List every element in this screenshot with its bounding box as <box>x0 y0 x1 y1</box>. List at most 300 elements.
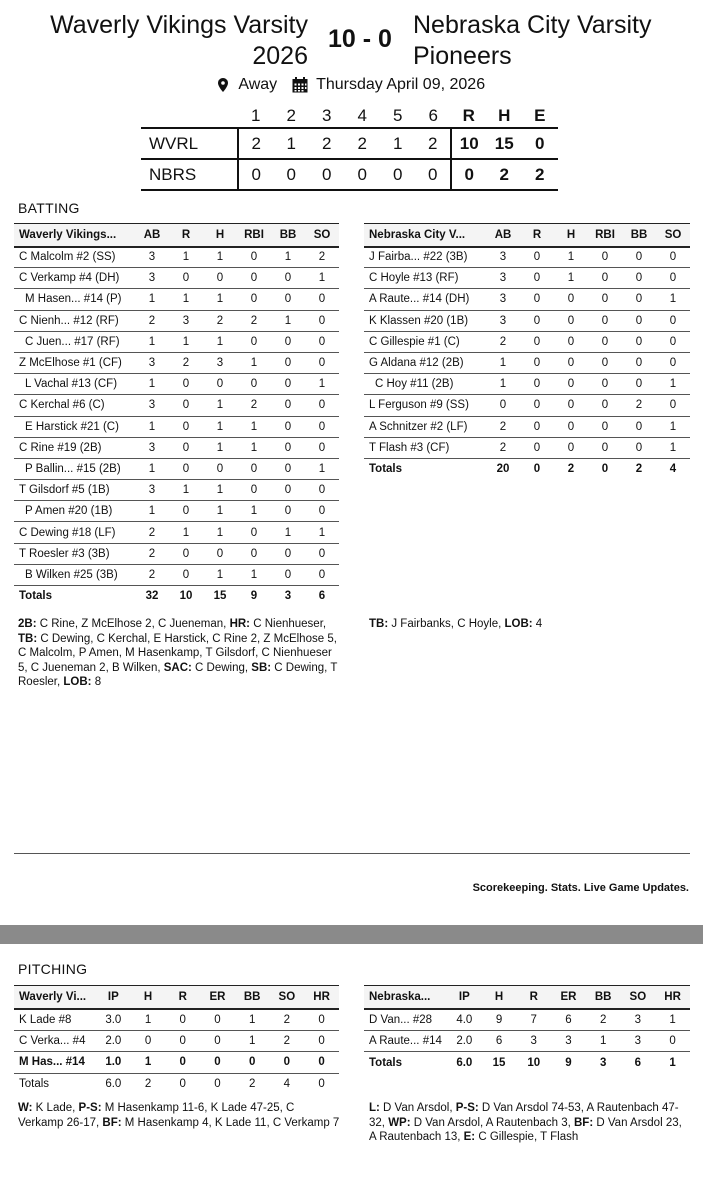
totals-label: Totals <box>369 463 403 476</box>
stat-cell: 1 <box>169 331 203 352</box>
stat-cell: 0 <box>588 395 622 416</box>
player-row <box>364 1030 690 1052</box>
stat-cell: 1 <box>656 416 690 437</box>
stat-cell: 0 <box>237 289 271 310</box>
stat-cell: 0 <box>169 564 203 585</box>
stat-cell: 2.0 <box>96 1030 131 1052</box>
column-header-ip: IP <box>447 986 482 1009</box>
pitching-section-title: PITCHING <box>18 961 88 977</box>
stat-cell: 2 <box>135 564 169 585</box>
stat-cell: 1 <box>203 522 237 543</box>
stat-cell: 2 <box>270 1030 305 1052</box>
inning-score: 0 <box>274 159 310 190</box>
player-row <box>14 543 339 564</box>
stat-cell: 1 <box>203 395 237 416</box>
hits-total: 2 <box>487 159 523 190</box>
stat-cell: 2 <box>169 352 203 373</box>
stat-cell: 1 <box>486 374 520 395</box>
note-text: 8 <box>91 676 102 688</box>
column-header-h: H <box>554 224 588 247</box>
home-pitching-table <box>14 985 339 1095</box>
game-meta <box>0 76 703 94</box>
stat-cell: 0 <box>169 501 203 522</box>
linescore-header-6: 6 <box>428 105 438 125</box>
totals-cell: 0 <box>214 1078 221 1090</box>
inning-score: 0 <box>380 159 416 190</box>
stat-cell: 0 <box>588 331 622 352</box>
totals-cell: 4 <box>669 463 677 476</box>
stat-cell: 0 <box>520 374 554 395</box>
stat-cell: 1 <box>203 247 237 268</box>
stat-cell: 2 <box>135 310 169 331</box>
totals-row <box>364 1052 690 1074</box>
totals-row <box>14 1073 339 1095</box>
player-name: M Hasen... #14 (P) <box>14 289 135 310</box>
stat-cell: 0 <box>520 395 554 416</box>
stat-cell: 0 <box>305 289 339 310</box>
stat-cell: 2.0 <box>447 1030 482 1052</box>
stat-cell: 0 <box>271 543 305 564</box>
stat-cell: 0 <box>588 247 622 268</box>
stat-cell: 0 <box>486 395 520 416</box>
note-label: L: <box>369 1102 380 1114</box>
stat-cell: 0 <box>165 1052 200 1074</box>
column-header-r: R <box>169 224 203 247</box>
stat-cell: 0 <box>520 416 554 437</box>
note-label: P-S: <box>78 1102 102 1114</box>
player-row <box>364 437 690 458</box>
stat-cell: 0 <box>304 1030 339 1052</box>
player-name: K Lade #8 <box>14 1009 96 1031</box>
player-name: T Roesler #3 (3B) <box>14 543 135 564</box>
stat-cell: 0 <box>169 268 203 289</box>
linescore-header-h: H <box>498 105 511 125</box>
note-text: M Hasenkamp 11-6, K Lade 47-25, C Verkamp 26-17, <box>18 1102 295 1129</box>
stat-cell: 0 <box>271 458 305 479</box>
stat-cell: 0 <box>520 352 554 373</box>
column-header-r: R <box>165 986 200 1009</box>
footer-tagline: Scorekeeping. Stats. Live Game Updates. <box>472 882 689 894</box>
stat-cell: 1 <box>586 1030 621 1052</box>
stat-cell: 0 <box>554 289 588 310</box>
column-header-ab: AB <box>135 224 169 247</box>
note-text: C Gillespie, T Flash <box>475 1131 579 1143</box>
linescore-team: NBRS <box>141 159 238 190</box>
stat-cell: 0 <box>237 458 271 479</box>
player-name: P Amen #20 (1B) <box>14 501 135 522</box>
stat-cell: 3 <box>135 247 169 268</box>
stat-cell: 3 <box>486 247 520 268</box>
stat-cell: 1 <box>237 352 271 373</box>
stat-cell: 1 <box>169 289 203 310</box>
inning-score: 0 <box>309 159 345 190</box>
note-label: E: <box>463 1131 476 1143</box>
totals-cell: 3 <box>284 590 292 603</box>
stat-cell: 0 <box>270 1052 305 1074</box>
column-header-er: ER <box>200 986 235 1009</box>
away-team-name: Nebraska City Varsity Pioneers <box>413 11 652 70</box>
stat-cell: 1 <box>305 374 339 395</box>
stat-cell: 0 <box>588 416 622 437</box>
stat-cell: 0 <box>203 458 237 479</box>
stat-cell: 3.0 <box>96 1009 131 1031</box>
player-row <box>364 247 690 268</box>
inning-score: 0 <box>416 159 452 190</box>
stat-cell: 0 <box>622 374 656 395</box>
stat-cell: 0 <box>169 374 203 395</box>
stat-cell: 0 <box>131 1030 166 1052</box>
player-row <box>14 480 339 501</box>
column-header-hr: HR <box>655 986 690 1009</box>
player-name: P Ballin... #15 (2B) <box>14 458 135 479</box>
stat-cell: 0 <box>305 352 339 373</box>
totals-cell: 0 <box>318 1078 325 1090</box>
stat-cell: 0 <box>237 331 271 352</box>
stat-cell: 1 <box>237 564 271 585</box>
column-header-rbi: RBI <box>237 224 271 247</box>
player-name: A Raute... #14 <box>364 1030 447 1052</box>
stat-cell: 0 <box>554 352 588 373</box>
away-batting-notes <box>369 617 689 632</box>
stat-cell: 0 <box>305 480 339 501</box>
stat-cell: 1 <box>237 437 271 458</box>
game-header <box>0 0 703 110</box>
note-text: C Dewing, <box>191 661 252 674</box>
note-label: LOB: <box>63 676 92 688</box>
totals-cell: 2 <box>144 1078 152 1090</box>
stat-cell: 0 <box>271 416 305 437</box>
stat-cell: 3 <box>135 480 169 501</box>
stat-cell: 0 <box>169 543 203 564</box>
totals-cell: 15 <box>213 590 227 603</box>
linescore-header-5: 5 <box>393 105 403 125</box>
note-text: J Fairbanks, C Hoyle, <box>388 618 505 630</box>
stat-cell: 3 <box>135 268 169 289</box>
stat-cell: 1 <box>486 352 520 373</box>
stat-cell: 1 <box>135 501 169 522</box>
stat-cell: 0 <box>271 374 305 395</box>
note-text: C Dewing, T Roesler, <box>18 661 338 688</box>
stat-cell: 1 <box>203 501 237 522</box>
stat-cell: 1 <box>135 331 169 352</box>
column-header-er: ER <box>551 986 586 1009</box>
player-row <box>14 331 339 352</box>
stat-cell: 0 <box>588 289 622 310</box>
home-batting-table <box>14 223 339 607</box>
stat-cell: 2 <box>486 416 520 437</box>
stat-cell: 0 <box>271 437 305 458</box>
stat-cell: 0 <box>554 416 588 437</box>
note-label: TB: <box>18 632 38 645</box>
note-text: D Van Arsdol 23, A Rautenbach 13, <box>369 1116 682 1143</box>
player-name: A Schnitzer #2 (LF) <box>364 416 486 437</box>
player-row <box>14 310 339 331</box>
inning-score: 1 <box>274 128 310 159</box>
stat-cell: 2 <box>622 395 656 416</box>
player-row <box>364 331 690 352</box>
stat-cell: 0 <box>305 543 339 564</box>
stat-cell: 3 <box>135 395 169 416</box>
note-label: SAC: <box>163 661 192 674</box>
stat-cell: 0 <box>622 268 656 289</box>
stat-cell: 3 <box>516 1030 551 1052</box>
stat-cell: 0 <box>271 480 305 501</box>
player-name: C Dewing #18 (LF) <box>14 522 135 543</box>
stat-cell: 0 <box>305 310 339 331</box>
stat-cell: 3 <box>135 437 169 458</box>
stat-cell: 0 <box>656 247 690 268</box>
away-batting-table <box>364 223 690 480</box>
inning-score: 1 <box>380 128 416 159</box>
player-row <box>364 395 690 416</box>
calendar-icon <box>292 77 308 93</box>
stat-cell: 1 <box>656 289 690 310</box>
home-batting-notes <box>18 617 340 690</box>
stat-cell: 1 <box>135 416 169 437</box>
linescore-table <box>141 104 558 191</box>
stat-cell: 0 <box>169 395 203 416</box>
stat-cell: 1 <box>554 247 588 268</box>
inning-score: 2 <box>309 128 345 159</box>
stat-cell: 7 <box>516 1009 551 1031</box>
stat-cell: 1 <box>203 289 237 310</box>
stat-cell: 3 <box>621 1030 656 1052</box>
player-name: L Ferguson #9 (SS) <box>364 395 486 416</box>
map-pin-icon <box>218 78 228 92</box>
stat-cell: 0 <box>200 1009 235 1031</box>
column-header-bb: BB <box>235 986 270 1009</box>
stat-cell: 3 <box>135 352 169 373</box>
stat-cell: 2 <box>135 543 169 564</box>
totals-cell: 2 <box>248 1078 256 1090</box>
stat-cell: 0 <box>588 268 622 289</box>
stat-cell: 0 <box>271 564 305 585</box>
stat-cell: 2 <box>486 437 520 458</box>
linescore-team-header <box>141 104 238 128</box>
totals-cell: 2 <box>635 463 643 476</box>
stat-cell: 0 <box>304 1009 339 1031</box>
player-row <box>14 1052 339 1074</box>
totals-cell: 3 <box>599 1056 607 1069</box>
column-header-r: R <box>520 224 554 247</box>
inning-score: 2 <box>238 128 274 159</box>
stat-cell: 0 <box>235 1052 270 1074</box>
player-name: Z McElhose #1 (CF) <box>14 352 135 373</box>
player-name: E Harstick #21 (C) <box>14 416 135 437</box>
stat-cell: 1 <box>237 501 271 522</box>
home-team-name: Waverly Vikings Varsity 2026 <box>50 11 308 70</box>
note-label: HR: <box>229 618 251 630</box>
stat-cell: 0 <box>520 437 554 458</box>
linescore-team: WVRL <box>141 128 238 159</box>
player-row <box>14 437 339 458</box>
column-header-bb: BB <box>622 224 656 247</box>
stat-cell: 0 <box>305 437 339 458</box>
stat-cell: 2 <box>486 331 520 352</box>
player-row <box>364 1009 690 1031</box>
stat-cell: 3 <box>169 310 203 331</box>
player-name: L Vachal #13 (CF) <box>14 374 135 395</box>
stat-cell: 0 <box>203 543 237 564</box>
player-row <box>14 501 339 522</box>
linescore-header-3: 3 <box>322 105 332 125</box>
player-name: C Malcolm #2 (SS) <box>14 247 135 268</box>
stat-cell: 0 <box>305 331 339 352</box>
totals-cell: 6.0 <box>456 1056 473 1069</box>
stat-cell: 3 <box>486 310 520 331</box>
stat-cell: 1 <box>656 437 690 458</box>
player-row <box>14 289 339 310</box>
player-row <box>14 1030 339 1052</box>
player-row <box>14 522 339 543</box>
hits-total: 15 <box>487 128 523 159</box>
player-row <box>364 352 690 373</box>
stat-cell: 1 <box>203 331 237 352</box>
stat-cell: 3 <box>486 268 520 289</box>
player-name: C Juen... #17 (RF) <box>14 331 135 352</box>
runs-total: 10 <box>451 128 487 159</box>
player-name: T Flash #3 (CF) <box>364 437 486 458</box>
stat-cell: 0 <box>588 310 622 331</box>
game-location: Away <box>238 76 278 93</box>
player-name: B Wilken #25 (3B) <box>14 564 135 585</box>
stat-cell: 1 <box>271 247 305 268</box>
stat-cell: 0 <box>271 501 305 522</box>
player-name: M Has... #14 <box>14 1052 96 1074</box>
stat-cell: 0 <box>237 374 271 395</box>
note-label: 2B: <box>18 618 37 630</box>
stat-cell: 6 <box>551 1009 586 1031</box>
player-row <box>14 395 339 416</box>
inning-score: 0 <box>345 159 381 190</box>
column-header-hr: HR <box>304 986 339 1009</box>
note-text: M Hasenkamp 4, K Lade 11, C Verkamp 7 <box>121 1116 340 1129</box>
stat-cell: 0 <box>588 374 622 395</box>
stat-cell: 2 <box>237 310 271 331</box>
stat-cell: 0 <box>237 480 271 501</box>
stat-cell: 0 <box>304 1052 339 1074</box>
stat-cell: 0 <box>200 1052 235 1074</box>
stat-cell: 0 <box>622 247 656 268</box>
game-date: Thursday April 09, 2026 <box>316 76 486 93</box>
linescore-header-2: 2 <box>286 105 296 125</box>
stat-cell: 1 <box>305 268 339 289</box>
stat-cell: 1 <box>305 458 339 479</box>
stat-cell: 1 <box>655 1009 690 1031</box>
batting-section-title: BATTING <box>18 200 80 216</box>
column-header-r: R <box>516 986 551 1009</box>
stat-cell: 3 <box>203 352 237 373</box>
player-row <box>364 310 690 331</box>
errors-total: 0 <box>522 128 558 159</box>
player-row <box>14 1009 339 1031</box>
player-row <box>364 416 690 437</box>
stat-cell: 1 <box>203 437 237 458</box>
player-name: K Klassen #20 (1B) <box>364 310 486 331</box>
stat-cell: 0 <box>169 416 203 437</box>
column-header-h: H <box>131 986 166 1009</box>
totals-label: Totals <box>19 1078 50 1090</box>
stat-cell: 6 <box>482 1030 517 1052</box>
stat-cell: 1 <box>169 247 203 268</box>
stat-cell: 1 <box>135 289 169 310</box>
player-row <box>364 289 690 310</box>
team-name-header: Nebraska City V... <box>364 224 486 247</box>
stat-cell: 0 <box>305 564 339 585</box>
inning-score: 2 <box>416 128 452 159</box>
errors-total: 2 <box>522 159 558 190</box>
stat-cell: 1 <box>135 374 169 395</box>
player-row <box>14 268 339 289</box>
totals-cell: 32 <box>145 590 159 603</box>
stat-cell: 1 <box>169 522 203 543</box>
totals-cell: 15 <box>492 1056 506 1069</box>
note-label: WP: <box>388 1116 411 1129</box>
totals-label: Totals <box>369 1056 403 1069</box>
stat-cell: 2 <box>586 1009 621 1031</box>
stat-cell: 0 <box>622 310 656 331</box>
team-name-header: Waverly Vikings... <box>14 224 135 247</box>
player-name: C Nienh... #12 (RF) <box>14 310 135 331</box>
linescore-header-e: E <box>534 105 546 125</box>
note-label: BF: <box>102 1116 122 1129</box>
stat-cell: 2 <box>135 522 169 543</box>
totals-cell: 2 <box>567 463 575 476</box>
stat-cell: 1 <box>271 522 305 543</box>
player-name: C Verkamp #4 (DH) <box>14 268 135 289</box>
stat-cell: 0 <box>237 247 271 268</box>
stat-cell: 0 <box>169 437 203 458</box>
column-header-ip: IP <box>96 986 131 1009</box>
stat-cell: 1 <box>135 458 169 479</box>
totals-cell: 20 <box>496 463 510 476</box>
note-label: SB: <box>251 661 272 674</box>
section-divider <box>14 853 690 854</box>
stat-cell: 3 <box>621 1009 656 1031</box>
totals-cell: 10 <box>527 1056 541 1069</box>
note-text: C Dewing, C Kerchal, E Harstick, C Rine 2, Z McElhose 5, C Malcolm, P Amen, M Hasenkamp, T Gilsdorf, C Nienhueser 5, C Jueneman 2, B Wilken, <box>18 632 337 674</box>
stat-cell: 0 <box>554 437 588 458</box>
final-score: 10 - 0 <box>328 25 392 53</box>
column-header-so: SO <box>621 986 656 1009</box>
totals-cell: 6 <box>318 590 326 603</box>
note-label: TB: <box>369 618 389 630</box>
stat-cell: 2 <box>203 310 237 331</box>
stat-cell: 0 <box>656 395 690 416</box>
stat-cell: 1 <box>305 522 339 543</box>
stat-cell: 0 <box>622 289 656 310</box>
stat-cell: 3 <box>486 289 520 310</box>
linescore-row <box>141 128 558 159</box>
totals-cell: 10 <box>179 590 193 603</box>
player-row <box>14 374 339 395</box>
team-name-header: Waverly Vi... <box>14 986 96 1009</box>
linescore-header-4: 4 <box>357 105 367 125</box>
stat-cell: 0 <box>588 437 622 458</box>
stat-cell: 9 <box>482 1009 517 1031</box>
runs-total: 0 <box>451 159 487 190</box>
inning-score: 2 <box>345 128 381 159</box>
column-header-h: H <box>203 224 237 247</box>
stat-cell: 3 <box>551 1030 586 1052</box>
stat-cell: 1 <box>131 1009 166 1031</box>
totals-row <box>364 458 690 479</box>
stat-cell: 0 <box>237 268 271 289</box>
stat-cell: 1 <box>656 374 690 395</box>
player-row <box>14 458 339 479</box>
away-pitching-table <box>364 985 690 1073</box>
stat-cell: 0 <box>622 352 656 373</box>
